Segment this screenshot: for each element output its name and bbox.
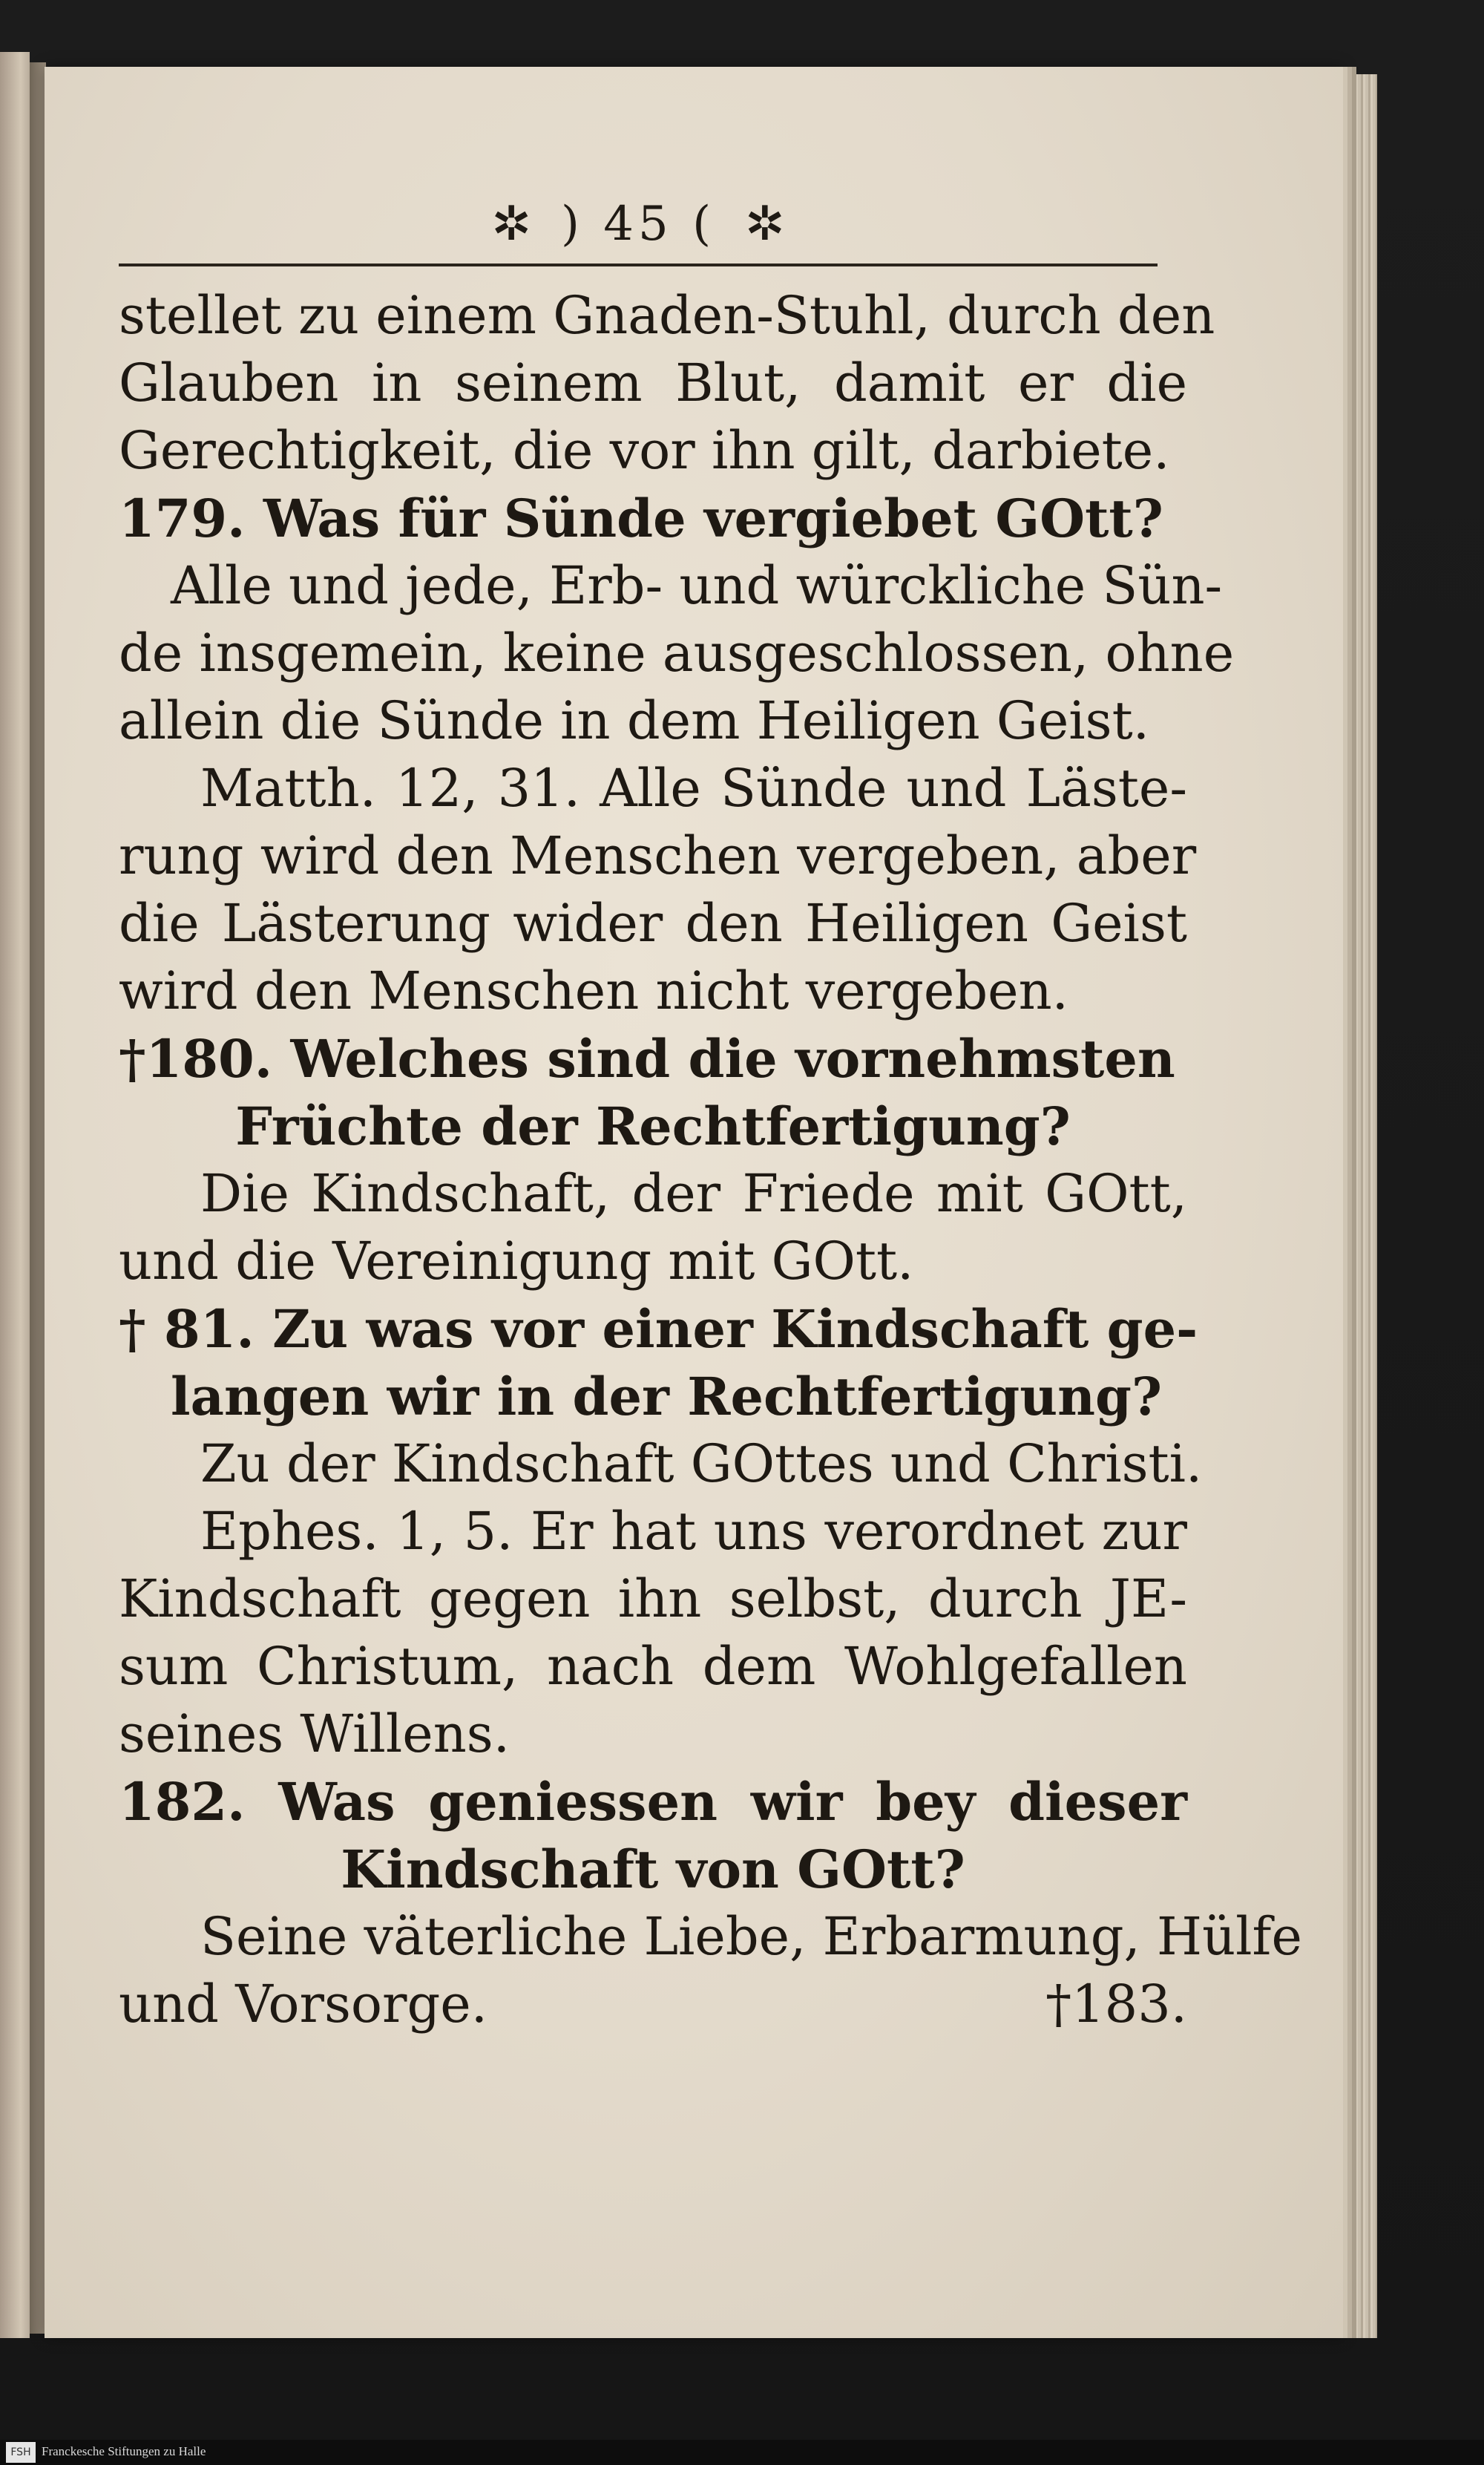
page-stack-edge — [1343, 74, 1377, 2338]
scripture-line: wird den Menschen nicht vergeben. — [119, 960, 1068, 1021]
page-header — [416, 194, 861, 254]
answer-line: Die Kindschaft, der Friede mit GOtt, — [200, 1163, 1187, 1224]
scripture-line: Kindschaft gegen ihn selbst, durch JE- — [119, 1568, 1187, 1629]
previous-page-edge — [0, 52, 30, 2338]
answer-line: und die Vereinigung mit GOtt. — [119, 1231, 914, 1292]
scripture-line: rung wird den Menschen vergeben, aber — [119, 825, 1197, 886]
catchword: †183. — [1045, 1974, 1187, 2034]
logo-text: FSH — [10, 2446, 31, 2458]
page-number: ) 45 ( — [560, 197, 716, 252]
question-182: 182. Was geniessen wir bey dieser — [119, 1771, 1187, 1833]
last-line — [119, 1971, 1187, 2038]
ornament-left-icon: ✲ — [491, 197, 531, 252]
question-181-cont: langen wir in der Rechtfertigung? — [171, 1366, 1162, 1427]
text-line: stellet zu einem Gnaden-Stuhl, durch den — [119, 285, 1215, 346]
scripture-line: seines Willens. — [119, 1703, 510, 1764]
footer-credit: Franckesche Stiftungen zu Halle — [42, 2444, 206, 2458]
header-rule — [119, 263, 1158, 266]
answer-line: allein die Sünde in dem Heiligen Geist. — [119, 690, 1149, 751]
text-line: Glauben in seinem Blut, damit er die — [119, 353, 1187, 413]
question-182-cont: Kindschaft von GOtt? — [341, 1839, 965, 1900]
scripture-line: sum Christum, nach dem Wohlgefallen — [119, 1636, 1187, 1697]
question-180: †180. Welches sind die vornehmsten — [119, 1028, 1175, 1090]
footer-bar — [0, 2440, 1484, 2465]
body-text — [119, 282, 1302, 2038]
scripture-line: die Lästerung wider den Heiligen Geist — [119, 893, 1187, 954]
question-181: † 81. Zu was vor einer Kindschaft ge- — [119, 1298, 1198, 1360]
answer-line: Alle und jede, Erb- und würckliche Sün- — [171, 555, 1223, 616]
answer-line: und Vorsorge. — [119, 1974, 487, 2034]
ornament-right-icon: ✲ — [745, 197, 785, 252]
book-gutter — [30, 62, 46, 2334]
question-179: 179. Was für Sünde vergiebet GOtt? — [119, 488, 1163, 549]
text-line: Gerechtigkeit, die vor ihn gilt, darbiete. — [119, 420, 1170, 481]
answer-line: Zu der Kindschaft GOttes und Christi. — [200, 1433, 1203, 1494]
answer-line: de insgemein, keine ausgeschlossen, ohne — [119, 623, 1235, 684]
question-180-cont: Früchte der Rechtfertigung? — [235, 1096, 1071, 1157]
scripture-line: Matth. 12, 31. Alle Sünde und Läste- — [200, 758, 1187, 819]
scripture-line: Ephes. 1, 5. Er hat uns verordnet zur — [200, 1501, 1187, 1562]
institution-logo-icon — [6, 2442, 36, 2463]
answer-line: Seine väterliche Liebe, Erbarmung, Hülfe — [200, 1906, 1302, 1967]
